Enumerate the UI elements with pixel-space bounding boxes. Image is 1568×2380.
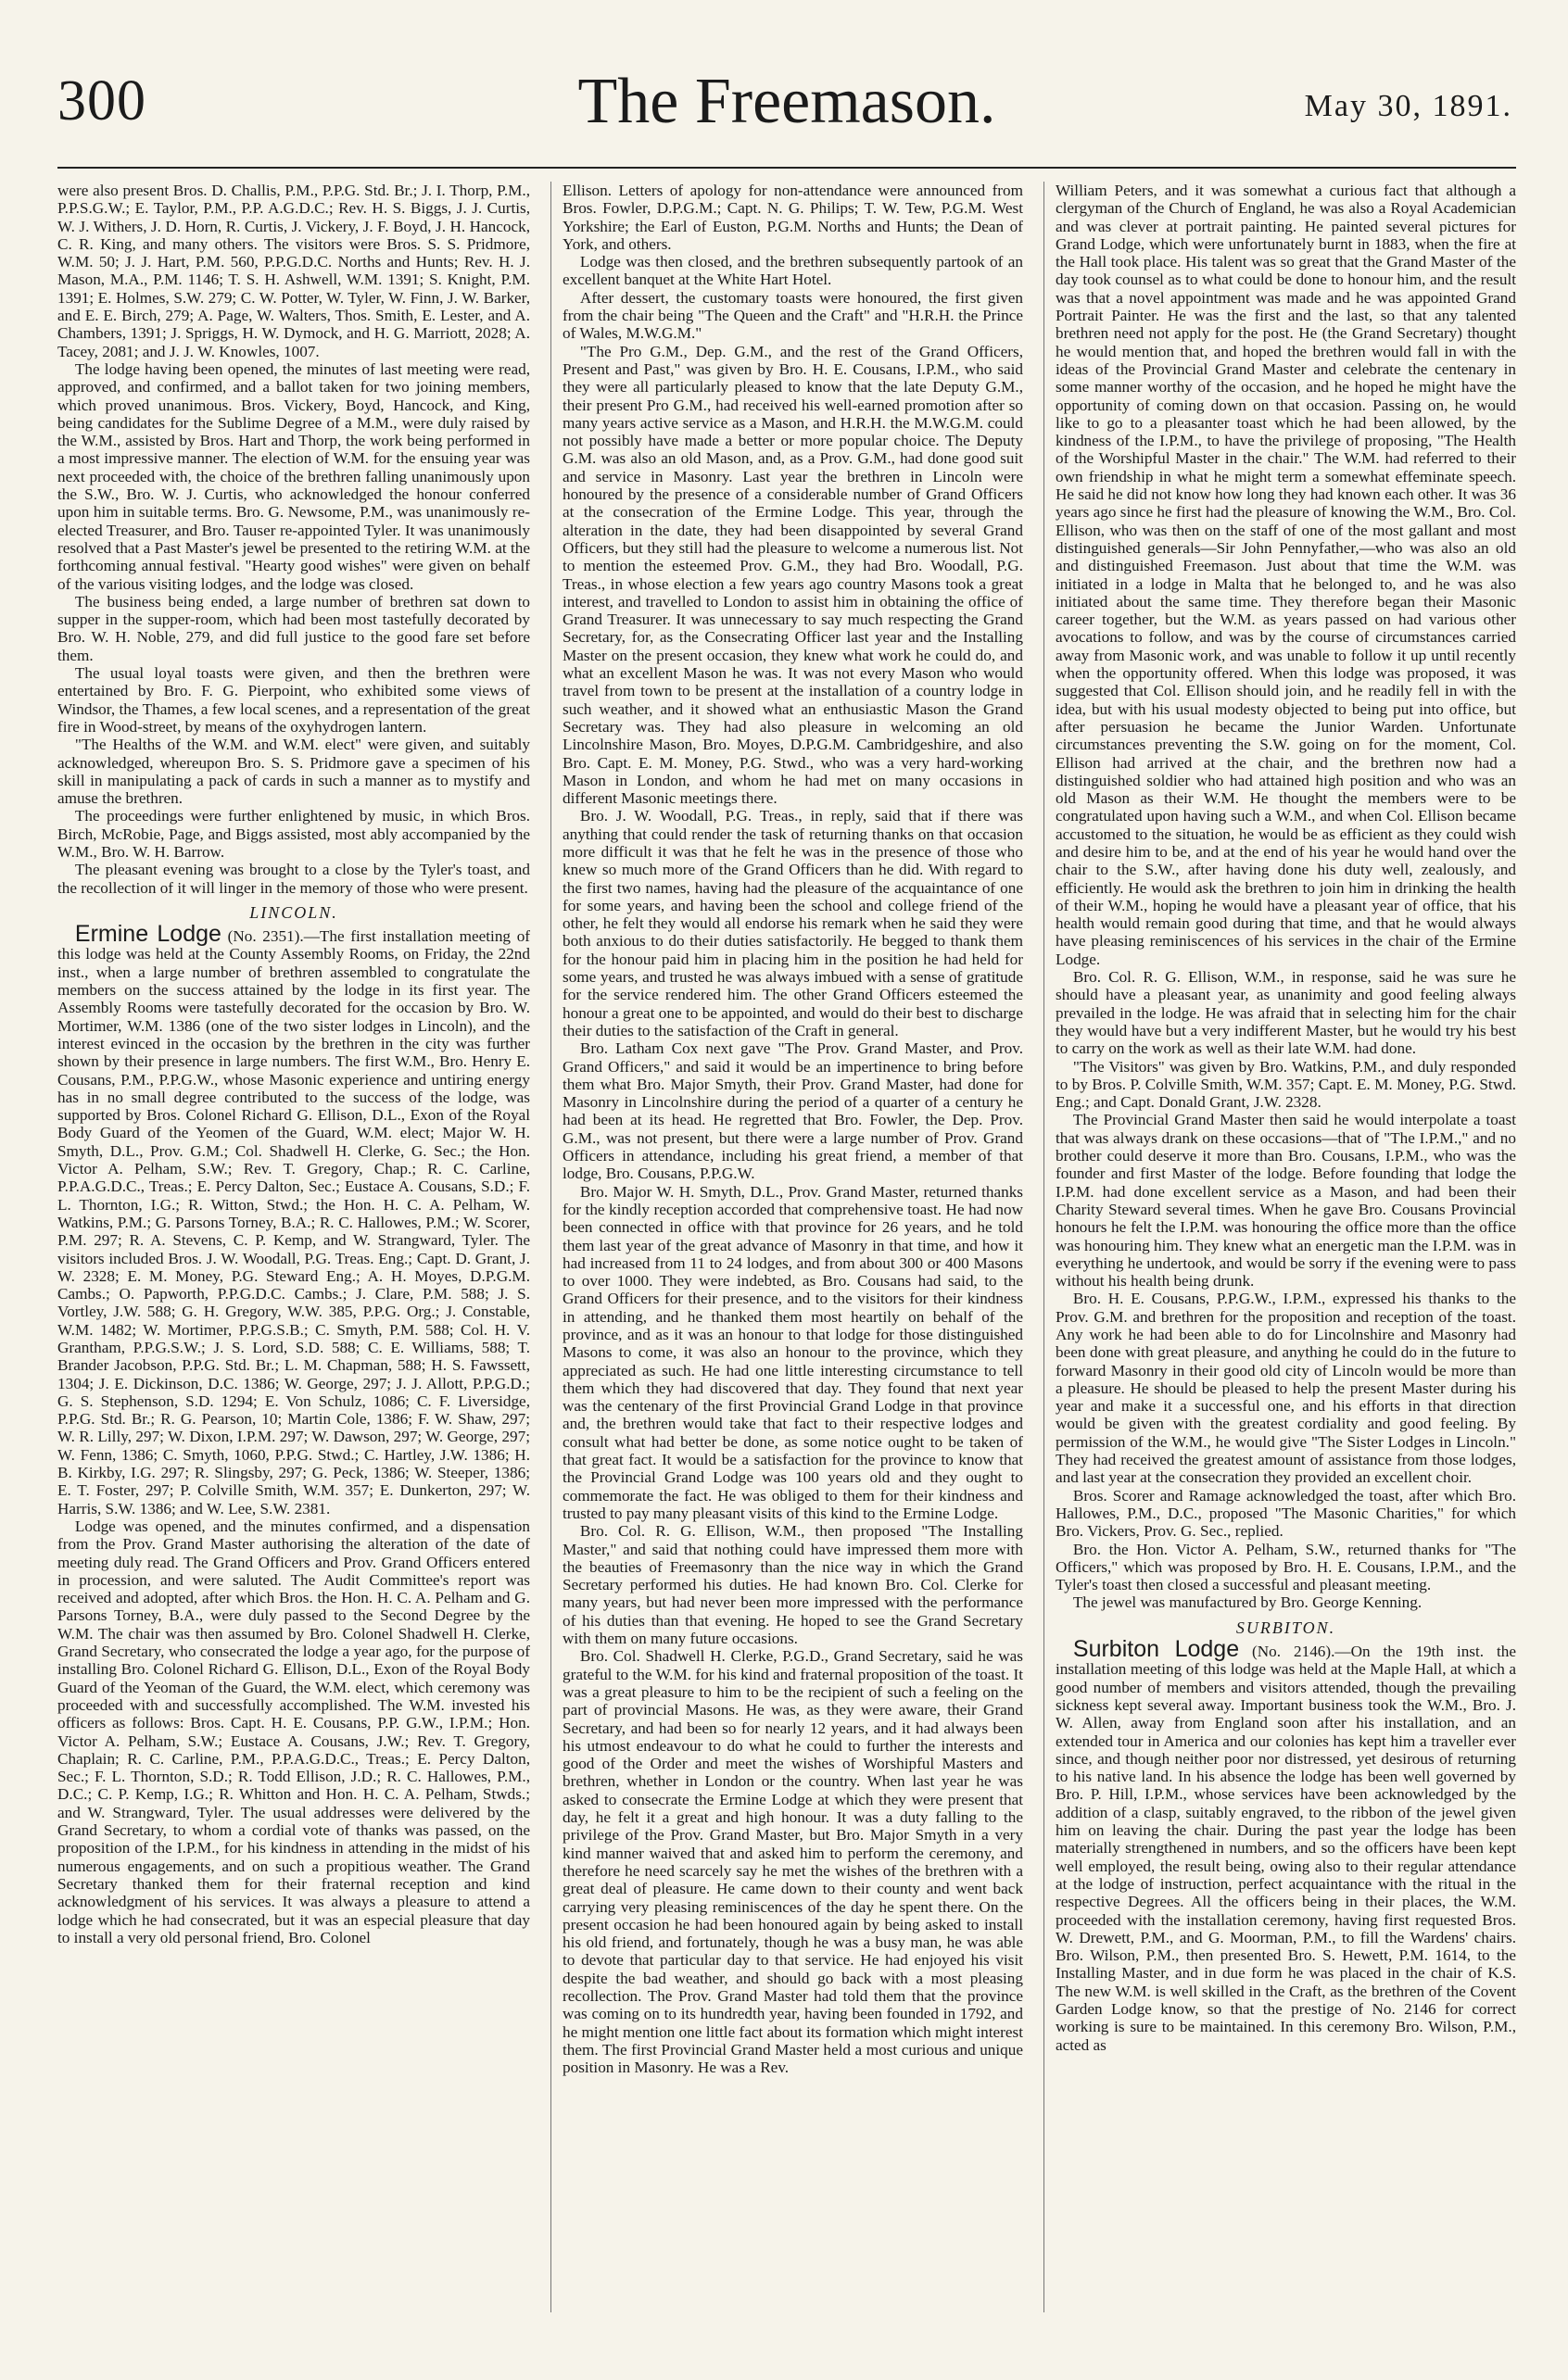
paragraph: "The Healths of the W.M. and W.M. elect" were given, and suitably acknowledged, whereupon Bro. S. S. Pridmore gave a specimen of his skill in manipulating a pack of cards in such a manner as to mystify and amuse the brethren. (57, 736, 530, 808)
column-3 (1043, 182, 1516, 2312)
page-number: 300 (57, 69, 146, 132)
paragraph: Bro. J. W. Woodall, P.G. Treas., in reply, said that if there was anything that could render the task of returning thanks on that occasion more difficult it was that he felt he was in the presence of those who knew so much more of the Grand Officers than he did. With regard to the first two names, having had the pleasure of the acquaintance of one for some years, and having been the school and college friend of the other, he felt they would all endorse his remark when he said they were both anxious to do their duties satisfactorily. He begged to thank them for the honour paid him in placing him in the position he had held for some years, and trusted he was always imbued with a sense of gratitude for the service rendered him. The other Grand Officers esteemed the honour a great one to be appointed, and would do their best to discharge their duties to the satisfaction of the Craft in general. (563, 807, 1023, 1039)
paragraph: Bro. the Hon. Victor A. Pelham, S.W., returned thanks for "The Officers," which was proposed by Bro. H. E. Cousans, I.P.M., and the Tyler's toast then closed a successful and pleasant meeting. (1056, 1540, 1516, 1594)
paragraph: Bro. Col. R. G. Ellison, W.M., in response, said he was sure he should have a pleasant year, as unanimity and good feeling always prevailed in the lodge. He was afraid that in selecting him for the chair they would have but a very indifferent Master, but he would try his best to carry on the work as well as their late W.M. had done. (1056, 968, 1516, 1058)
section-heading-surbiton: SURBITON. (1235, 1618, 1336, 1637)
paragraph: Bro. Col. R. G. Ellison, W.M., then proposed "The Installing Master," and said that nothing could have impressed them more with the beauties of Freemasonry than the nice way in which the Grand Secretary performed his duties. He had known Bro. Col. Clerke for many years, but had never been more impressed with the performance of his duties than that evening. He hoped to see the Grand Secretary with them on many future occasions. (563, 1522, 1023, 1648)
paragraph: The proceedings were further enlightened by music, in which Bros. Birch, McRobie, Page, and Biggs assisted, most ably accompanied by the W.M., Bro. W. H. Barrow. (57, 807, 530, 861)
paragraph: Lodge was then closed, and the brethren subsequently partook of an excellent banquet at the White Hart Hotel. (563, 253, 1023, 289)
paragraph: Lodge was opened, and the minutes confirmed, and a dispensation from the Prov. Grand Master authorising the alteration of the date of meeting duly read. The Grand Officers and Prov. Grand Officers entered in procession, and were saluted. The Audit Committee's report was received and adopted, after which Bros. the Hon. H. C. A. Pelham and G. Parsons Torney, B.A., were duly passed to the Second Degree by the W.M. The chair was then assumed by Bro. Colonel Shadwell H. Clerke, Grand Secretary, who consecrated the lodge a year ago, for the purpose of installing Bro. Colonel Richard G. Ellison, D.L., Exon of the Royal Body Guard of the Yeoman of the Guard, the W.M. elect, which ceremony was proceeded with and successfully accomplished. The W.M. invested his officers as follows: Bros. Capt. H. E. Cousans, P.P. G.W., I.P.M.; Hon. Victor A. Pelham, S.W.; Eustace A. Cousans, J.W.; Rev. T. Gregory, Chaplain; R. C. Carline, P.M., P.P.A.G.D.C., Treas.; E. Percy Dalton, Sec.; F. L. Thornton, S.D.; R. Todd Ellison, J.D.; R. C. Hallowes, P.M., D.C.; C. P. Kemp, I.G.; R. Whitton and Hon. H. C. A. Pelham, Stwds.; and W. Strangward, Tyler. The usual addresses were delivered by the Grand Secretary, to whom a cordial vote of thanks was passed, on the proposition of the I.P.M., for his kindness in attending in the midst of his numerous engagements, and on such a propitious weather. The Grand Secretary thanked them for their fraternal reception and kind acknowledgment of his services. It was always a pleasure to attend a lodge which he had consecrated, but it was an especial pleasure that day to install a very old personal friend, Bro. Colonel (57, 1517, 530, 1946)
paragraph: Bros. Scorer and Ramage acknowledged the toast, after which Bro. Hallowes, P.M., D.C., proposed "The Masonic Charities," for which Bro. Vickers, Prov. G. Sec., replied. (1056, 1486, 1516, 1541)
article-columns (57, 182, 1516, 2312)
issue-date: May 30, 1891. (1304, 89, 1512, 123)
paragraph: The jewel was manufactured by Bro. George Kenning. (1072, 1593, 1423, 1612)
paragraph: The Provincial Grand Master then said he would interpolate a toast that was always drank on these occasions—that of "The I.P.M.," and no brother could deserve it more than Bro. Cousans, I.P.M., who was the founder and first Master of the lodge. Before founding that lodge the I.P.M. had done excellent service as a Mason, and had been their Charity Steward several times. When he gave Bro. Cousans Provincial honours he felt the I.P.M. was honouring the office more than the office was honouring him. They knew what an energetic man the I.P.M. was in everything he undertook, and would be sorry if the evening were to pass without his health being drunk. (1056, 1111, 1516, 1291)
paragraph: Ellison. Letters of apology for non-attendance were announced from Bros. Fowler, D.P.G.M.; Capt. N. G. Philips; T. W. Tew, P.G.M. West Yorkshire; the Earl of Euston, P.G.M. Norths and Hunts; the Dean of York, and others. (563, 182, 1023, 253)
lodge-report-text: (No. 2146).—On the 19th inst. the installation meeting of this lodge was held at the Maple Hall, at which a good number of members and visitors attended, though the prevailing sickness kept several away. Important business took the W.M., Bro. J. W. Allen, away from England soon after his installation, and an extended tour in America and our colonies has kept him a traveller ever since, and though neither poor nor distressed, yet desirous of returning to his native land. In his absence the lodge has been well governed by Bro. P. Hill, I.P.M., whose services have been acknowledged by the addition of a clasp, suitably engraved, to the ribbon of the jewel given him on leaving the chair. During the past year the lodge has been materially strengthened in numbers, and so the officers have been kept well employed, the result being, owing also to their regular attendance at the lodge of instruction, perfect acquaintance with the ritual in the respective Degrees. All the officers being in their places, the W.M. proceeded with the installation ceremony, having first requested Bros. W. Drewett, P.M., and G. Moorman, P.M., to fill the Wardens' chairs. Bro. Wilson, P.M., then presented Bro. S. Hewett, P.M. 1614, to the Installing Master, and in due form he was placed in the chair of K.S. The new W.M. is well skilled in the Craft, as the brethren of the Covent Garden Lodge know, so that the prestige of No. 2146 for correct working is sure to be maintained. In this ceremony Bro. Wilson, P.M., acted as (1056, 1643, 1516, 2054)
masthead (57, 65, 1516, 169)
column-2 (550, 182, 1023, 2312)
paragraph: Bro. H. E. Cousans, P.P.G.W., I.P.M., expressed his thanks to the Prov. G.M. and brethren for the proposition and reception of the toast. Any work he had been able to do for Lincolnshire and Masonry had been done with great pleasure, and anything he could do in the future to forward Masonry in their good old city of Lincoln would be more than a pleasure. He should be pleased to help the present Master during his year and make it a successful one, and his efforts in that direction would be given with the greatest cordiality and good feeling. By permission of the W.M., he would give "The Sister Lodges in Lincoln." They had received the greatest amount of assistance from those lodges, and last year at the consecration they provided an excellent choir. (1056, 1290, 1516, 1487)
lodge-report-surbiton (1056, 1636, 1516, 2054)
paragraph: Bro. Major W. H. Smyth, D.L., Prov. Grand Master, returned thanks for the kindly reception accorded that comprehensive toast. He had now been connected in office with that province for 26 years, and he told them last year of the great advance of Masonry in that time, and how it had increased from 11 to 24 lodges, and from about 300 or 400 Masons to over 1000. They were indebted, as Bro. Cousans had said, to the Grand Officers for their presence, and to the visitors for their kindness in attending, and he thanked them most heartily on behalf of the province, and as it was an honour to that lodge for those distinguished Masons to come, it was also an honour to the province, which they appreciated as such. He had one little interesting circumstance to tell them which they had discovered that day. They found that next year was the centenary of the first Provincial Grand Lodge in that province and, the brethren would take that fact to their respective lodges and consult what had better be done, as some notice ought to be taken of that great fact. It would be a satisfaction for the province to know that the Provincial Grand Lodge was 100 years old and they ought to commemorate the fact. He was obliged to them for their kindness and trusted to pay many pleasant visits of this kind to the Ermine Lodge. (563, 1182, 1023, 1522)
lodge-name: Surbiton Lodge (1072, 1636, 1240, 1663)
paragraph: were also present Bros. D. Challis, P.M., P.P.G. Std. Br.; J. I. Thorp, P.M., P.P.S.G.W.; E. Taylor, P.M., P.P. A.G.D.C.; Rev. H. S. Biggs, J. J. Curtis, W. J. Withers, J. D. Horn, R. Curtis, J. Vickery, J. F. Boyd, J. H. Hancock, C. R. King, and many others. The visitors were Bros. S. S. Pridmore, W.M. 50; J. J. Hart, P.M. 560, P.P.G.D.C. Norths and Hunts; Rev. H. J. Mason, M.A., P.M. 1146; T. S. H. Ashwell, W.M. 1391; S. Knight, P.M. 1391; E. Holmes, S.W. 279; C. W. Potter, W. Tyler, W. Finn, J. W. Barker, and E. E. Birch, 279; A. Page, W. Walters, Thos. Smith, E. Lester, and A. Chambers, 1391; J. Spriggs, H. W. Dymock, and H. G. Marriott, 2028; A. Tacey, 2081; and J. J. W. Knowles, 1007. (57, 182, 530, 360)
paragraph: The pleasant evening was brought to a close by the Tyler's toast, and the recollection of it will linger in the memory of those who were present. (57, 861, 530, 897)
paragraph: "The Pro G.M., Dep. G.M., and the rest of the Grand Officers, Present and Past," was given by Bro. H. E. Cousans, I.P.M., who said they were all particularly pleased to know that the late Deputy G.M., their present Pro G.M., had received his well-earned promotion after so many years active service as a Mason, and H.R.H. the M.W.G.M. could not possibly have made a better or more popular choice. The Deputy G.M. was also an old Mason, and, as a Prov. G.M., had done good suit and service in Masonry. Last year the brethren in Lincoln were honoured by the presence of a considerable number of Grand Officers at the consecration of the Ermine Lodge. This year, through the alteration in the date, they had been disappointed by several Grand Officers, but they still had the pleasure to welcome a numerous list. Not to mention the esteemed Prov. G.M., they had Bro. Woodall, P.G. Treas., in whose election a few years ago country Masons took a great interest, and travelled to London to assist him in obtaining the office of Grand Treasurer. It was unnecessary to say much respecting the Grand Secretary, for, as the Consecrating Officer last year and the Installing Master on the present occasion, they knew what work he could do, and what an excellent Mason he was. It was not every Mason who would travel from town to be present at the installation of a country lodge in such weather, and it showed what an enthusiastic Mason the Grand Secretary was. They had also pleasure in welcoming an old Lincolnshire Mason, Bro. Moyes, D.P.G.M. Cambridgeshire, and also Bro. Capt. E. M. Money, P.G. Stwd., who was a very hard-working Mason in London, and whom he had met on many occasions in different Masonic meetings there. (563, 342, 1023, 808)
paragraph: The business being ended, a large number of brethren sat down to supper in the supper-room, which had been most tastefully decorated by Bro. W. H. Noble, 279, and did full justice to the good fare set before them. (57, 592, 530, 664)
section-heading-lincoln: LINCOLN. (249, 902, 338, 922)
lodge-report-ermine (57, 921, 530, 1517)
paragraph: The usual loyal toasts were given, and then the brethren were entertained by Bro. F. G. Pierpoint, who exhibited some views of Windsor, the Thames, a few local scenes, and a representation of the great fire in Wood-street, by means of the oxyhydrogen lantern. (57, 664, 530, 736)
lodge-name: Ermine Lodge (74, 921, 221, 948)
paragraph: "The Visitors" was given by Bro. Watkins, P.M., and duly responded to by Bros. P. Colville Smith, W.M. 357; Capt. E. M. Money, P.G. Stwd. Eng.; and Capt. Donald Grant, J.W. 2328. (1056, 1057, 1516, 1112)
paragraph: Bro. Col. Shadwell H. Clerke, P.G.D., Grand Secretary, said he was grateful to the W.M. for his kind and fraternal proposition of the toast. It was a great pleasure to him to be the recipient of such a feeling on the part of provincial Masons. He was, as they were aware, their Grand Secretary, and had been so for nearly 12 years, and it had always been his utmost endeavour to do what he could to further the interests and good of the Order and meet the wishes of Worshipful Masters and brethren, whether in London or the country. When last year he was asked to consecrate the Ermine Lodge at which they were present that day, he felt it a great and high honour. It was a duty falling to the privilege of the Prov. Grand Master, but Bro. Major Smyth in a very kind manner waived that and asked him to perform the ceremony, and therefore he need scarcely say he met the wishes of the brethren with a great deal of pleasure. He came down to their county and went back carrying very pleasing reminiscences of the day he spent there. On the present occasion he had been honoured again by being asked to install his old friend, and fortunately, though he was a busy man, he was able to devote that particular day to that service. He had enjoyed his visit despite the bad weather, and should go back with a most pleasing recollection. The Prov. Grand Master had told them that the province was coming on to its hundredth year, having been founded in 1792, and he might mention one little fact about its formation which might interest them. The first Provincial Grand Master held a most curious and unique position in Masonry. He was a Rev. (563, 1647, 1023, 2077)
column-1 (57, 182, 530, 2312)
paragraph: After dessert, the customary toasts were honoured, the first given from the chair being "The Queen and the Craft" and "H.R.H. the Prince of Wales, M.W.G.M." (563, 288, 1023, 343)
paragraph: The lodge having been opened, the minutes of last meeting were read, approved, and confirmed, and a ballot taken for two joining members, which proved unanimous. Bros. Vickery, Boyd, Hancock, and King, being candidates for the Sublime Degree of a M.M., were duly raised by the W.M., assisted by Bros. Hart and Thorp, the work being performed in a most impressive manner. The election of W.M. for the ensuing year was next proceeded with, the choice of the brethren falling unanimously upon the S.W., Bro. W. J. Curtis, who acknowledged the honour conferred upon him in suitable terms. Bro. G. Newsome, P.M., was unanimously re-elected Treasurer, and Bro. Tauser re-appointed Tyler. It was unanimously resolved that a Past Master's jewel be presented to the retiring W.M. at the forthcoming annual festival. "Hearty good wishes" were given on behalf of the various visiting lodges, and the lodge was closed. (57, 359, 530, 593)
paragraph: Bro. Latham Cox next gave "The Prov. Grand Master, and Prov. Grand Officers," and said it would be an impertinence to bring before them what Bro. Major Smyth, their Prov. Grand Master, had done for Masonry in Lincolnshire during the period of a quarter of a century he had been at its head. He regretted that Bro. Fowler, the Dep. Prov. G.M., was not present, but there were a large number of Prov. Grand Officers in attendance, including his great friend, a member of that lodge, Bro. Cousans, P.P.G.W. (563, 1039, 1023, 1183)
newspaper-title: The Freemason. (577, 66, 996, 137)
paragraph: William Peters, and it was somewhat a curious fact that although a clergyman of the Church of England, he was also a Royal Academician and was clever at portrait painting. He painted several pictures for Grand Lodge, which were unfortunately burnt in 1883, when the fire at the Hall took place. His talent was so great that the Grand Master of the day took counsel as to what could be done to honour him, and the result was that a novel appointment was made and he was appointed Grand Portrait Painter. He was the first and the last, so that any talented brethren need not apply for the post. He (the Grand Secretary) thought he would mention that, and hoped the brethren would fall in with the ideas of the Provincial Grand Master and celebrate the centenary in some manner worthy of the occasion, and he hoped he might have the opportunity of coming down on that occasion. Passing on, he would like to go to a pleasanter toast which he had been allowed, by the kindness of the I.P.M., to have the privilege of proposing, "The Health of the Worshipful Master in the chair." The W.M. had referred to their own friendship in what he might term a somewhat effeminate speech. He said he did not know how long they had known each other. It was 36 years ago since he first had the pleasure of knowing the W.M., Bro. Col. Ellison, who was then on the staff of one of the most gallant and most distinguished generals—Sir John Pennyfather,—who was also an old and distinguished Freemason. Just about that time the W.M. was initiated in a lodge in Malta that he belonged to, and he was also initiated about the same time. They therefore began their Masonic career together, but the W.M. as years passed on had various other avocations to follow, and was by the course of circumstances carried away from Masonic work, and was unable to follow it up until recently when the opportunity offered. When this lodge was proposed, it was suggested that Col. Ellison should join, and he readily fell in with the idea, but with his usual modesty objected to being put into office, but after persuasion he became the Junior Warden. Unfortunate circumstances preventing the S.W. going on for the moment, Col. Ellison had arrived at the chair, and the brethren now had a distinguished soldier who had attained high position and who was an old Mason as their W.M. He thought the members were to be congratulated upon having such a W.M., and when Col. Ellison became accustomed to the situation, he would be as efficient as they could wish and desire him to be, and at the end of his year he would hand over the chair to the S.W., after having done his duty well, zealously, and efficiently. He would ask the brethren to join him in drinking the health of their W.M., hoping he would have a pleasant year of office, that his health would remain good during that time, and that he would always have pleasing reminiscences of his services in the chair of the Ermine Lodge. (1056, 182, 1516, 968)
lodge-report-text: (No. 2351).—The first installation meeting of this lodge was held at the County Assembly Rooms, on Friday, the 22nd inst., when a large number of brethren assembled to congratulate the members on the success attained by the lodge in its first year. The Assembly Rooms were tastefully decorated for the occasion by Bro. W. Mortimer, W.M. 1386 (one of the two sister lodges in Lincoln), and the interest evinced in the occasion by the brethren in the city was further shown by their presence in large numbers. The first W.M., Bro. Henry E. Cousans, P.M., P.P.G.W., whose Masonic experience and untiring energy has in no small degree contributed to the success of the lodge, was supported by Bros. Colonel Richard G. Ellison, D.L., Exon of the Royal Body Guard of the Yeomen of the Guard, W.M. elect; Major W. H. Smyth, D.L., Prov. G.M.; Col. Shadwell H. Clerke, G. Sec.; the Hon. Victor A. Pelham, S.W.; Rev. T. Gregory, Chap.; R. C. Carline, P.P.A.G.D.C., Treas.; E. Percy Dalton, Sec.; Eustace A. Cousans, S.D.; F. L. Thornton, I.G.; R. Witton, Stwd.; the Hon. H. C. A. Pelham, W. Watkins, P.M.; G. Parsons Torney, B.A.; R. C. Hallowes, P.M.; W. Scorer, P.M. 297; R. A. Stevens, C. P. Kemp, and W. Strangward, Tyler. The visitors included Bros. J. W. Woodall, P.G. Treas. Eng.; Capt. D. Grant, J. W. 2328; E. M. Money, P.G. Steward Eng.; A. H. Moyes, D.P.G.M. Cambs.; O. Papworth, P.P.G.D.C. Cambs.; J. Clare, P.M. 588; J. S. Vortley, J.W. 588; G. H. Gregory, W.W. 385, P.P.G. Org.; J. Constable, W.M. 1482; W. Mortimer, P.P.G.S.B.; C. Smyth, P.M. 588; Col. H. V. Grantham, P.P.G.S.W.; J. S. Lord, S.D. 588; C. E. Williams, 588; T. Brander Jacobson, P.P.G. Std. Br.; L. M. Chapman, 588; H. S. Fawssett, 1304; J. E. Dickinson, D.C. 1386; W. George, 297; J. J. Allott, P.P.G.D.; G. S. Stephenson, S.D. 1294; E. Von Schulz, 1086; C. F. Liversidge, P.P.G. Std. Br.; R. G. Pearson, 10; Martin Cole, 1386; F. W. Shaw, 297; W. R. Lilly, 297; W. Dixon, I.P.M. 297; W. Dawson, 297; W. George, 297; W. Fenn, 1386; C. Smyth, 1060, P.P.G. Stwd.; C. Hartley, J.W. 1386; H. B. Kirkby, I.G. 297; R. Slingsby, 297; G. Peck, 1386; W. Steeper, 1386; E. T. Foster, 297; P. Colville Smith, W.M. 357; E. Dunkerton, 297; W. Harris, S.W. 1386; and W. Lee, S.W. 2381. (57, 927, 530, 1517)
